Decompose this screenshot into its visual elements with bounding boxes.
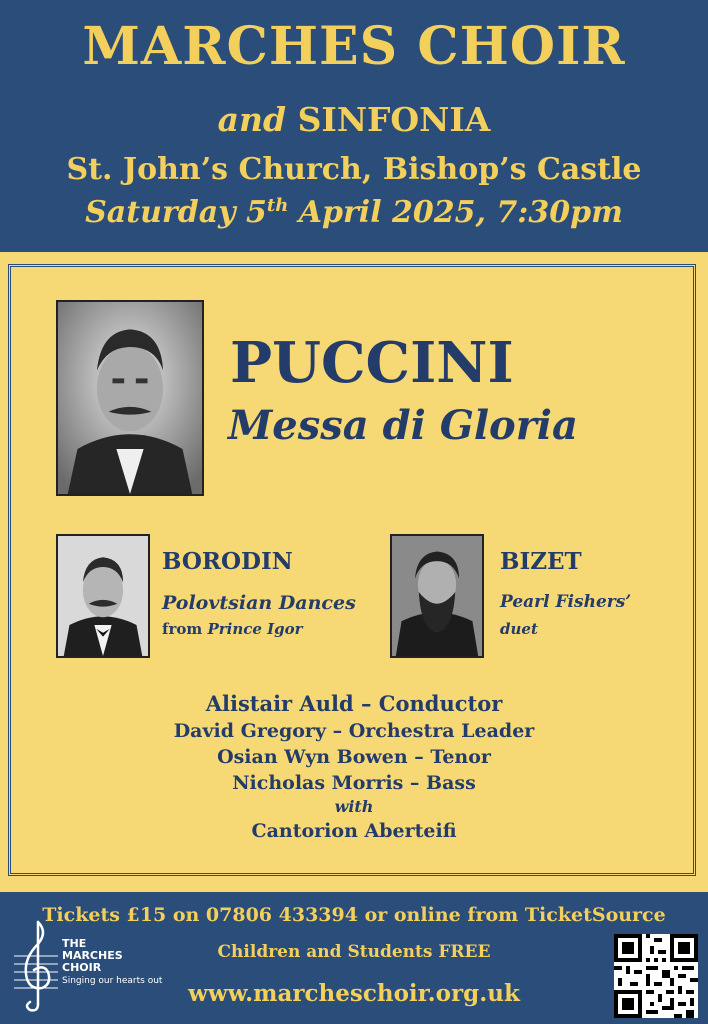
credit-bass: Nicholas Morris – Bass — [232, 772, 476, 794]
borodin-portrait — [56, 534, 150, 658]
borodin-sub-opera: Prince Igor — [207, 620, 303, 638]
ticket-info: Tickets £15 on 07806 433394 or online from TicketSource — [42, 904, 666, 926]
website-link[interactable]: www.marcheschoir.org.uk — [188, 980, 520, 1007]
bizet-work: Pearl Fishers’ — [500, 592, 632, 612]
date-rest: April 2025, 7:30pm — [288, 195, 623, 230]
footer-banner — [0, 892, 708, 1024]
credit-guest-choir: Cantorion Aberteifi — [251, 820, 457, 842]
logo-text-the: THE — [62, 937, 87, 950]
subtitle-sinfonia: SINFONIA — [297, 100, 491, 139]
bizet-composer: BIZET — [500, 548, 582, 575]
programme-panel — [0, 252, 708, 892]
logo-text-marches: MARCHES — [62, 949, 123, 962]
date-prefix: Saturday 5 — [85, 195, 267, 230]
puccini-portrait — [56, 300, 204, 496]
qr-code-icon[interactable] — [614, 934, 698, 1018]
credit-tenor: Osian Wyn Bowen – Tenor — [217, 746, 491, 768]
borodin-subtitle — [162, 620, 303, 638]
venue: St. John’s Church, Bishop’s Castle — [66, 152, 642, 187]
credit-leader: David Gregory – Orchestra Leader — [173, 720, 535, 742]
bizet-portrait — [390, 534, 484, 658]
logo-tagline: Singing our hearts out — [62, 976, 163, 986]
choir-logo — [14, 916, 164, 1016]
credit-conductor: Alistair Auld – Conductor — [205, 691, 503, 716]
headline-composer: PUCCINI — [230, 330, 514, 396]
date-suffix-sup: th — [266, 195, 289, 216]
borodin-sub-prefix: from — [162, 620, 208, 638]
borodin-work: Polovtsian Dances — [162, 592, 356, 614]
credit-with: with — [334, 797, 374, 816]
headline-work: Messa di Gloria — [228, 402, 578, 449]
subtitle — [0, 100, 708, 139]
header-banner — [0, 0, 708, 252]
bizet-subtitle: duet — [500, 620, 538, 638]
logo-text-choir: CHOIR — [62, 961, 102, 974]
performer-credits — [0, 690, 708, 844]
subtitle-and: and — [217, 100, 287, 139]
choir-title: MARCHES CHOIR — [82, 16, 626, 77]
concert-date — [0, 195, 708, 230]
treble-clef-icon — [14, 916, 58, 1016]
free-entry-info: Children and Students FREE — [217, 942, 491, 962]
borodin-composer: BORODIN — [162, 548, 293, 575]
